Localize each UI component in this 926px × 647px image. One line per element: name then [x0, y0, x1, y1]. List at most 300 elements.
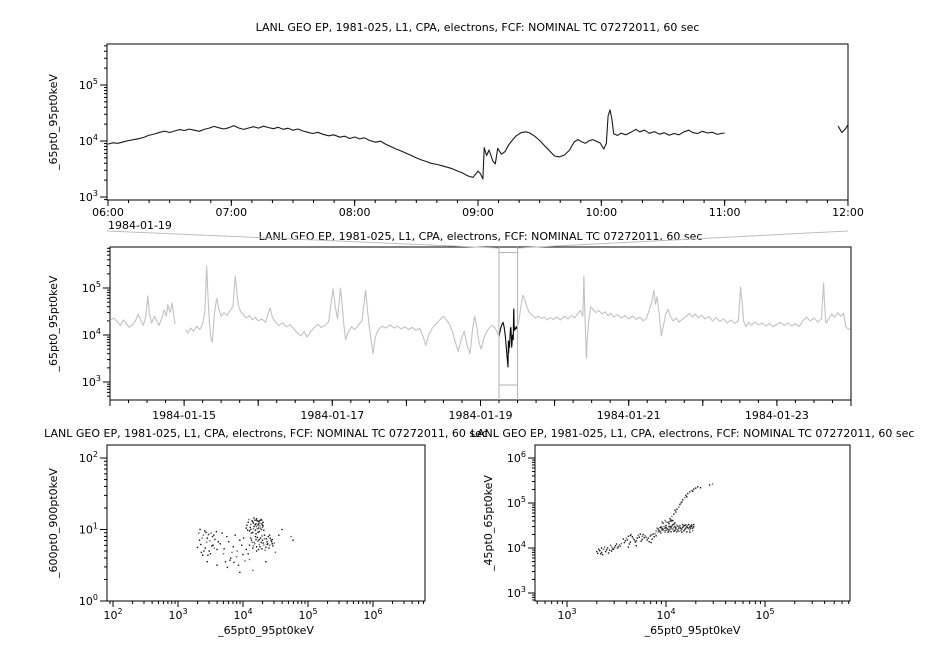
- scatter-point: [227, 567, 228, 568]
- scatter-point: [611, 550, 612, 551]
- scatter-point: [666, 528, 667, 529]
- scatter-45-65keV-x-tick-label: $10^3$: [557, 607, 577, 622]
- scatter-point: [682, 527, 683, 528]
- scatter-point: [248, 522, 249, 523]
- scatter-point: [668, 530, 669, 531]
- top-timeseries-title: LANL GEO EP, 1981-025, L1, CPA, electrons, FCF: NOMINAL TC 07272011, 60 sec: [255, 21, 700, 34]
- scatter-point: [673, 514, 674, 515]
- scatter-point: [253, 545, 254, 546]
- scatter-point: [674, 530, 675, 531]
- scatter-point: [254, 520, 255, 521]
- scatter-point: [651, 538, 652, 539]
- scatter-point: [665, 521, 666, 522]
- scatter-point: [678, 506, 679, 507]
- scatter-point: [214, 539, 215, 540]
- scatter-point: [602, 554, 603, 555]
- scatter-point: [655, 535, 656, 536]
- scatter-point: [657, 531, 658, 532]
- scatter-point: [255, 539, 256, 540]
- scatter-point: [255, 536, 256, 537]
- scatter-point: [652, 533, 653, 534]
- scatter-point: [200, 544, 201, 545]
- scatter-point: [292, 540, 293, 541]
- scatter-point: [261, 523, 262, 524]
- scatter-point: [610, 545, 611, 546]
- scatter-point: [263, 545, 264, 546]
- scatter-point: [241, 545, 242, 546]
- scatter-point: [212, 545, 213, 546]
- scatter-point: [679, 525, 680, 526]
- scatter-point: [256, 526, 257, 527]
- scatter-point: [611, 546, 612, 547]
- scatter-point: [281, 529, 282, 530]
- scatter-point: [270, 537, 271, 538]
- scatter-point: [236, 556, 237, 557]
- scatter-point: [639, 537, 640, 538]
- scatter-point: [609, 550, 610, 551]
- scatter-point: [653, 536, 654, 537]
- context-timeseries-x-tick-label: 1984-01-23: [744, 409, 809, 422]
- scatter-point: [606, 549, 607, 550]
- scatter-point: [632, 536, 633, 537]
- scatter-point: [252, 521, 253, 522]
- scatter-600-900keV-x-tick-label: $10^3$: [168, 607, 188, 622]
- scatter-point: [690, 528, 691, 529]
- scatter-point: [660, 532, 661, 533]
- scatter-point: [677, 526, 678, 527]
- scatter-point: [664, 520, 665, 521]
- scatter-point: [252, 570, 253, 571]
- scatter-point: [255, 530, 256, 531]
- scatter-point: [686, 496, 687, 497]
- scatter-point: [255, 524, 256, 525]
- scatter-point: [223, 548, 224, 549]
- scatter-point: [630, 535, 631, 536]
- scatter-point: [259, 544, 260, 545]
- scatter-point: [198, 532, 199, 533]
- scatter-point: [256, 550, 257, 551]
- scatter-point: [218, 541, 219, 542]
- scatter-point: [626, 537, 627, 538]
- scatter-point: [640, 533, 641, 534]
- scatter-point: [230, 557, 231, 558]
- scatter-point: [259, 520, 260, 521]
- scatter-point: [700, 487, 701, 488]
- scatter-point: [603, 549, 604, 550]
- scatter-point: [637, 537, 638, 538]
- scatter-point: [239, 572, 240, 573]
- electron-flux-65-95keV-line: [108, 110, 725, 179]
- scatter-point: [239, 540, 240, 541]
- top-timeseries-x-tick-label: 10:00: [585, 206, 618, 219]
- scatter-45-65keV-y-axis-label: _45pt0_65pt0keV: [482, 475, 495, 571]
- scatter-point: [616, 543, 617, 544]
- selected-interval-highlight-line: [499, 309, 518, 367]
- scatter-point: [262, 525, 263, 526]
- context-timeseries-title: LANL GEO EP, 1981-025, L1, CPA, electrons, FCF: NOMINAL TC 07272011, 60 sec: [258, 230, 703, 243]
- scatter-point: [614, 547, 615, 548]
- scatter-point: [617, 547, 618, 548]
- scatter-45-65keV-x-tick-label: $10^5$: [755, 607, 775, 622]
- scatter-point: [656, 528, 657, 529]
- scatter-point: [682, 524, 683, 525]
- scatter-point: [199, 529, 200, 530]
- scatter-point: [615, 545, 616, 546]
- scatter-point: [693, 524, 694, 525]
- top-timeseries-x-tick-label: 06:00: [92, 206, 124, 219]
- scatter-600-900keV-plot-area[interactable]: [107, 445, 425, 601]
- scatter-point: [680, 502, 681, 503]
- scatter-point: [596, 551, 597, 552]
- scatter-point: [257, 532, 258, 533]
- scatter-point: [251, 532, 252, 533]
- scatter-point: [597, 553, 598, 554]
- scatter-point: [207, 555, 208, 556]
- top-timeseries-y-tick-label: $10^3$: [78, 189, 98, 204]
- scatter-point: [679, 526, 680, 527]
- scatter-600-900keV-x-tick-label: $10^2$: [103, 607, 123, 622]
- scatter-point: [663, 530, 664, 531]
- scatter-point: [629, 543, 630, 544]
- scatter-point: [636, 545, 637, 546]
- context-timeseries-y-axis-label: _65pt0_95pt0keV: [47, 275, 60, 372]
- scatter-point: [621, 543, 622, 544]
- scatter-point: [648, 537, 649, 538]
- scatter-point: [680, 530, 681, 531]
- scatter-point: [257, 520, 258, 521]
- scatter-point: [214, 547, 215, 548]
- scatter-point: [270, 540, 271, 541]
- top-timeseries-y-tick-label: $10^5$: [78, 77, 98, 92]
- scatter-point: [264, 550, 265, 551]
- scatter-point: [248, 553, 249, 554]
- context-timeseries-x-tick-label: 1984-01-15: [152, 409, 217, 422]
- scatter-600-900keV-y-tick-label: $10^0$: [78, 593, 98, 608]
- scatter-point: [261, 520, 262, 521]
- scatter-point: [225, 561, 226, 562]
- scatter-point: [257, 537, 258, 538]
- scatter-point: [250, 524, 251, 525]
- scatter-point: [260, 527, 261, 528]
- scatter-point: [686, 531, 687, 532]
- scatter-point: [216, 549, 217, 550]
- top-timeseries-date-label: 1984-01-19: [108, 219, 172, 232]
- scatter-point: [272, 545, 273, 546]
- scatter-point: [213, 535, 214, 536]
- scatter-point: [678, 531, 679, 532]
- scatter-point: [261, 542, 262, 543]
- scatter-point: [254, 543, 255, 544]
- scatter-point: [678, 528, 679, 529]
- scatter-point: [249, 530, 250, 531]
- scatter-point: [250, 527, 251, 528]
- scatter-point: [235, 535, 236, 536]
- context-timeseries-plot-area[interactable]: [110, 247, 851, 400]
- scatter-point: [634, 539, 635, 540]
- scatter-point: [608, 552, 609, 553]
- scatter-point: [253, 517, 254, 518]
- scatter-point: [669, 528, 670, 529]
- scatter-point: [604, 546, 605, 547]
- scatter-45-65keV-x-tick-label: $10^4$: [656, 607, 676, 622]
- scatter-point: [290, 536, 291, 537]
- scatter-point: [226, 536, 227, 537]
- scatter-point: [647, 539, 648, 540]
- scatter-point: [659, 527, 660, 528]
- scatter-point: [669, 518, 670, 519]
- scatter-point: [269, 545, 270, 546]
- scatter-point: [204, 530, 205, 531]
- scatter-point: [688, 524, 689, 525]
- scatter-point: [259, 546, 260, 547]
- scatter-point: [665, 530, 666, 531]
- scatter-point: [630, 541, 631, 542]
- scatter-point: [242, 554, 243, 555]
- electron-flux-10day-context-line: [186, 266, 499, 353]
- scatter-point: [671, 516, 672, 517]
- scatter-point: [246, 549, 247, 550]
- scatter-45-65keV-y-tick-label: $10^5$: [506, 495, 526, 510]
- scatter-point: [668, 526, 669, 527]
- scatter-point: [263, 530, 264, 531]
- scatter-point: [251, 542, 252, 543]
- scatter-point: [664, 532, 665, 533]
- scatter-point: [216, 565, 217, 566]
- scatter-point: [676, 524, 677, 525]
- scatter-point: [628, 546, 629, 547]
- scatter-point: [607, 547, 608, 548]
- scatter-point: [619, 544, 620, 545]
- scatter-point: [248, 519, 249, 520]
- scatter-point: [255, 520, 256, 521]
- context-timeseries-x-tick-label: 1984-01-21: [596, 409, 661, 422]
- scatter-point: [202, 555, 203, 556]
- scatter-600-900keV-x-axis-label: _65pt0_95pt0keV: [218, 624, 314, 637]
- scatter-point: [612, 548, 613, 549]
- scatter-point: [207, 561, 208, 562]
- scatter-point: [274, 542, 275, 543]
- scatter-point: [238, 565, 239, 566]
- top-timeseries-x-tick-label: 07:00: [215, 206, 248, 219]
- scatter-point: [269, 535, 270, 536]
- scatter-point: [685, 495, 686, 496]
- scatter-point: [253, 528, 254, 529]
- scatter-point: [250, 529, 251, 530]
- scatter-point: [600, 553, 601, 554]
- context-timeseries-y-tick-label: $10^3$: [81, 374, 101, 389]
- scatter-point: [667, 522, 668, 523]
- scatter-point: [205, 547, 206, 548]
- scatter-600-900keV-plot: [44, 427, 488, 637]
- scatter-point: [257, 525, 258, 526]
- scatter-point: [259, 522, 260, 523]
- scatter-point: [642, 539, 643, 540]
- scatter-point: [260, 537, 261, 538]
- scatter-point: [684, 525, 685, 526]
- scatter-600-900keV-x-tick-label: $10^6$: [363, 607, 383, 622]
- scatter-point: [668, 523, 669, 524]
- scatter-600-900keV-title: LANL GEO EP, 1981-025, L1, CPA, electrons, FCF: NOMINAL TC 07272011, 60 sec: [44, 427, 488, 440]
- scatter-point: [275, 552, 276, 553]
- scatter-45-65keV-plot-area[interactable]: [535, 445, 850, 601]
- context-timeseries-y-tick-label: $10^4$: [81, 327, 101, 342]
- scatter-point: [671, 525, 672, 526]
- scatter-point: [689, 529, 690, 530]
- scatter-point: [258, 523, 259, 524]
- scatter-point: [272, 543, 273, 544]
- scatter-point: [231, 552, 232, 553]
- top-timeseries-y-axis-label: _65pt0_95pt0keV: [47, 74, 60, 170]
- scatter-point: [661, 521, 662, 522]
- scatter-point: [244, 560, 245, 561]
- scatter-point: [679, 504, 680, 505]
- context-timeseries-plot: [47, 230, 851, 422]
- scatter-point: [650, 534, 651, 535]
- scatter-point: [658, 530, 659, 531]
- scatter-point: [259, 539, 260, 540]
- scatter-point: [228, 541, 229, 542]
- scatter-point: [650, 542, 651, 543]
- scatter-point: [262, 522, 263, 523]
- scatter-600-900keV-x-tick-label: $10^5$: [298, 607, 318, 622]
- scatter-point: [207, 537, 208, 538]
- scatter-point: [203, 535, 204, 536]
- scatter-point: [229, 560, 230, 561]
- scatter-point: [674, 510, 675, 511]
- scatter-point: [253, 522, 254, 523]
- scatter-point: [627, 539, 628, 540]
- scatter-point: [673, 527, 674, 528]
- scatter-point: [259, 525, 260, 526]
- scatter-point: [691, 526, 692, 527]
- scatter-point: [246, 525, 247, 526]
- scatter-point: [271, 541, 272, 542]
- scatter-point: [262, 540, 263, 541]
- scatter-600-900keV-x-tick-label: $10^4$: [233, 607, 253, 622]
- scatter-point: [605, 551, 606, 552]
- top-timeseries-plot-area[interactable]: [107, 44, 848, 200]
- electron-flux-65-95keV-line: [838, 125, 848, 133]
- scatter-point: [262, 542, 263, 543]
- scatter-point: [257, 528, 258, 529]
- scatter-point: [665, 525, 666, 526]
- scatter-point: [252, 532, 253, 533]
- scatter-point: [249, 545, 250, 546]
- scatter-point: [265, 561, 266, 562]
- scatter-point: [709, 484, 710, 485]
- scatter-point: [636, 540, 637, 541]
- scatter-point: [205, 532, 206, 533]
- scatter-point: [209, 540, 210, 541]
- scatter-point: [685, 528, 686, 529]
- scatter-600-900keV-y-tick-label: $10^2$: [78, 450, 98, 465]
- scatter-point: [268, 547, 269, 548]
- scatter-point: [689, 532, 690, 533]
- scatter-point: [693, 488, 694, 489]
- scatter-point: [667, 532, 668, 533]
- scatter-point: [233, 562, 234, 563]
- scatter-point: [265, 547, 266, 548]
- scatter-45-65keV-y-tick-label: $10^3$: [506, 585, 526, 600]
- scatter-point: [203, 550, 204, 551]
- scatter-point: [211, 545, 212, 546]
- scatter-point: [261, 529, 262, 530]
- scatter-point: [266, 544, 267, 545]
- scatter-45-65keV-x-axis-label: _65pt0_95pt0keV: [644, 624, 741, 637]
- scatter-point: [233, 546, 234, 547]
- scatter-point: [623, 538, 624, 539]
- scatter-point: [687, 493, 688, 494]
- context-timeseries-x-tick-label: 1984-01-19: [448, 409, 513, 422]
- scatter-point: [638, 535, 639, 536]
- scatter-point: [646, 537, 647, 538]
- scatter-point: [601, 547, 602, 548]
- scatter-point: [670, 531, 671, 532]
- scatter-point: [644, 537, 645, 538]
- scatter-point: [674, 522, 675, 523]
- electron-flux-10day-context-line: [110, 296, 175, 328]
- scatter-point: [672, 529, 673, 530]
- scatter-point: [618, 546, 619, 547]
- scatter-point: [662, 523, 663, 524]
- scatter-point: [693, 526, 694, 527]
- scatter-point: [258, 527, 259, 528]
- scatter-point: [670, 519, 671, 520]
- scatter-point: [670, 527, 671, 528]
- scatter-point: [675, 511, 676, 512]
- scatter-point: [261, 548, 262, 549]
- scatter-point: [655, 530, 656, 531]
- scatter-point: [654, 533, 655, 534]
- scatter-45-65keV-plot: [471, 427, 915, 637]
- scatter-point: [650, 536, 651, 537]
- scatter-point: [259, 531, 260, 532]
- top-timeseries-y-tick-label: $10^4$: [78, 133, 98, 148]
- scatter-point: [251, 540, 252, 541]
- scatter-point: [252, 547, 253, 548]
- scatter-point: [262, 527, 263, 528]
- scatter-point: [237, 550, 238, 551]
- scatter-point: [249, 559, 250, 560]
- scatter-point: [681, 532, 682, 533]
- scatter-point: [697, 486, 698, 487]
- scatter-point: [633, 538, 634, 539]
- scatter-point: [673, 523, 674, 524]
- scatter-point: [210, 553, 211, 554]
- scatter-point: [253, 542, 254, 543]
- scatter-point: [266, 538, 267, 539]
- scatter-point: [212, 536, 213, 537]
- scatter-point: [598, 549, 599, 550]
- scatter-point: [661, 529, 662, 530]
- scatter-point: [206, 542, 207, 543]
- scatter-point: [201, 537, 202, 538]
- scatter-point: [201, 552, 202, 553]
- scatter-point: [684, 497, 685, 498]
- scatter-600-900keV-y-tick-label: $10^1$: [78, 521, 98, 537]
- scatter-point: [599, 550, 600, 551]
- scatter-point: [624, 542, 625, 543]
- scatter-45-65keV-y-tick-label: $10^4$: [506, 540, 526, 555]
- scatter-point: [208, 534, 209, 535]
- scatter-point: [620, 546, 621, 547]
- scatter-point: [695, 487, 696, 488]
- scatter-point: [246, 527, 247, 528]
- scatter-45-65keV-title: LANL GEO EP, 1981-025, L1, CPA, electrons, FCF: NOMINAL TC 07272011, 60 sec: [470, 427, 915, 440]
- scatter-point: [676, 509, 677, 510]
- scatter-point: [256, 546, 257, 547]
- context-timeseries-x-tick-label: 1984-01-17: [300, 409, 365, 422]
